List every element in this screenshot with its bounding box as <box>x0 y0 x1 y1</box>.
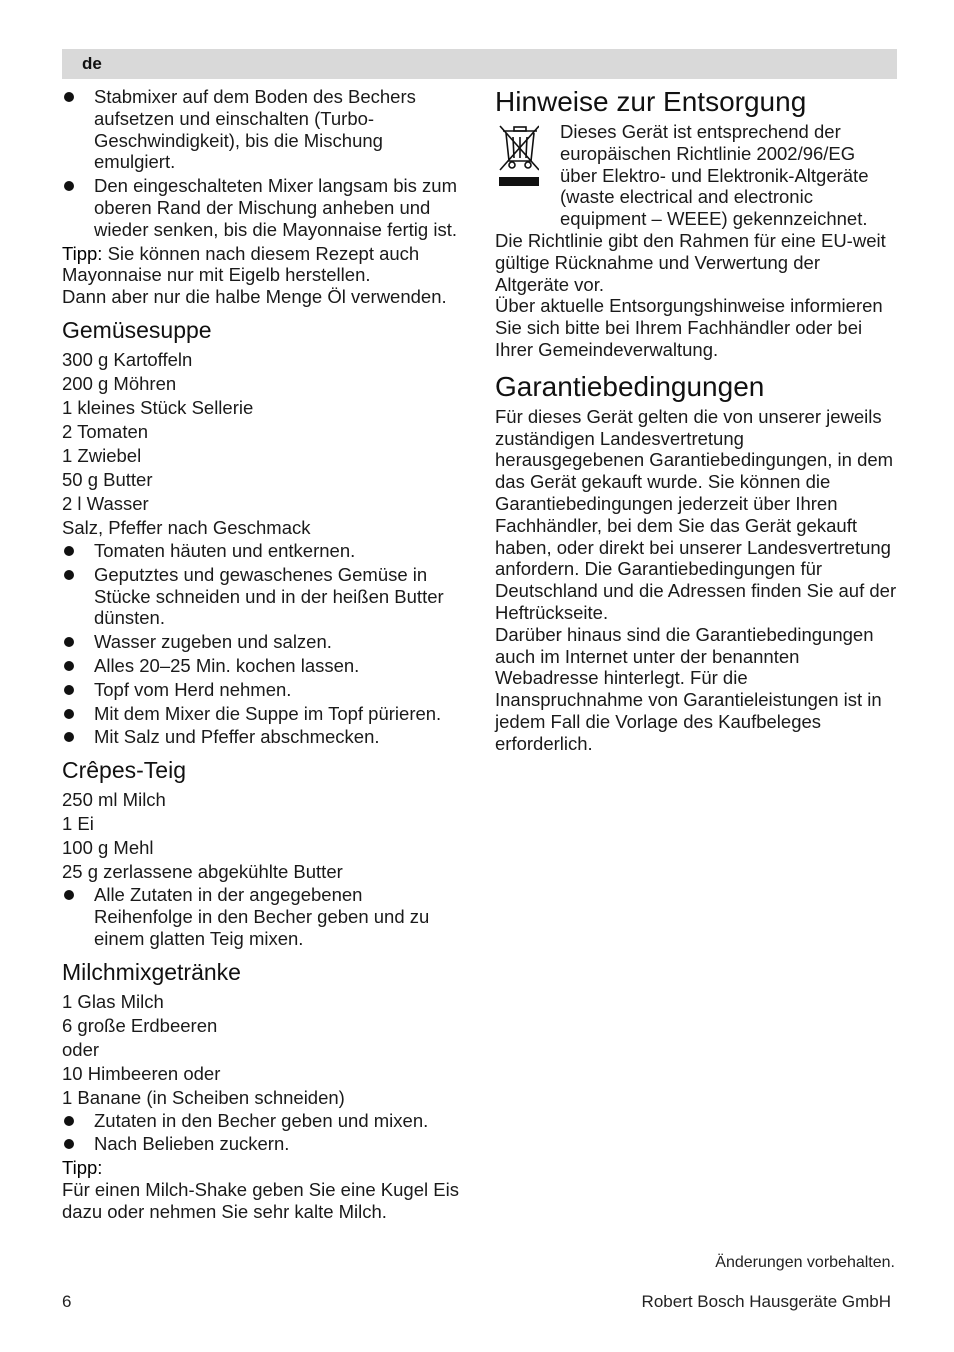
left-column <box>62 86 462 1223</box>
ingredient-line: Salz, Pfeffer nach Geschmack <box>62 516 311 538</box>
crepes-heading: Crêpes-Teig <box>62 757 186 784</box>
soup-ingredients <box>62 348 462 540</box>
list-item: Stabmixer auf dem Boden des Bechers aufsetzen und einschalten (Turbo-Geschwindigkeit), bis die Mischung emulgiert. <box>62 86 462 173</box>
ingredient-line: 2 Tomaten <box>62 420 149 442</box>
ingredient-line: 1 Zwiebel <box>62 444 142 466</box>
list-item: Mit dem Mixer die Suppe im Topf pürieren. <box>62 703 462 725</box>
list-item: Den eingeschalteten Mixer langsam bis zum oberen Rand der Mischung anheben und wieder senken, bis die Mayonnaise fertig ist. <box>62 175 462 240</box>
footer-note: Änderungen vorbehalten. <box>715 1254 895 1271</box>
ingredient-line: 250 ml Milch <box>62 789 166 811</box>
tip-label: Tipp: <box>62 242 103 264</box>
company-name: Robert Bosch Hausgeräte GmbH <box>641 1292 891 1311</box>
soup-steps-list <box>62 540 462 748</box>
ingredient-line: 1 kleines Stück Sellerie <box>62 396 254 418</box>
ingredient-line: 50 g Butter <box>62 468 153 490</box>
shakes-tip-text: Für einen Milch-Shake geben Sie eine Kugel Eis dazu oder nehmen Sie sehr kalte Milch. <box>62 1178 459 1222</box>
crepes-ingredients <box>62 788 462 884</box>
ingredient-line: 1 Banane (in Scheiben schneiden) <box>62 1086 345 1108</box>
crepes-steps-list <box>62 884 462 949</box>
ingredient-line: 1 Ei <box>62 813 94 835</box>
warranty-paragraph-1: Für dieses Gerät gelten die von unserer jeweils zuständigen Landesvertretung herausgegebenen Garantiebedingungen, in dem das Gerät gekauft wurde. Sie können die Garantiebedingungen jederzeit über Ihren Fachhändler, bei dem Sie das Gerät gekauft haben, oder direkt bei unserer Landesvertretung anfordern. Die Garantiebedingungen für Deutschland und die Adressen finden Sie auf der Heftrückseite. <box>495 405 897 623</box>
ingredient-line: oder <box>62 1038 100 1060</box>
ingredient-line: 100 g Mehl <box>62 837 154 859</box>
ingredient-line: 200 g Möhren <box>62 372 177 394</box>
ingredient-line: 25 g zerlassene abgekühlte Butter <box>62 861 343 883</box>
shakes-steps-list <box>62 1110 462 1156</box>
shakes-heading: Milchmixgetränke <box>62 958 241 985</box>
soup-heading: Gemüsesuppe <box>62 316 212 343</box>
mayo-tip-continued: Dann aber nur die halbe Menge Öl verwenden. <box>62 286 447 308</box>
disposal-paragraph-1: Die Richtlinie gibt den Rahmen für eine EU-weit gültige Rücknahme und Verwertung der Altgeräte vor. <box>495 229 886 295</box>
shakes-tip-label: Tipp: <box>62 1157 103 1179</box>
list-item: Tomaten häuten und entkernen. <box>62 540 462 562</box>
list-item: Topf vom Herd nehmen. <box>62 679 462 701</box>
list-item: Alles 20–25 Min. kochen lassen. <box>62 655 462 677</box>
crossed-out-wheelie-bin-icon <box>499 125 539 205</box>
language-code: de <box>82 54 102 73</box>
list-item: Nach Belieben zuckern. <box>62 1133 462 1155</box>
ingredient-line: 1 Glas Milch <box>62 990 164 1012</box>
shakes-ingredients <box>62 990 462 1110</box>
language-header-bar <box>62 49 897 79</box>
list-item: Zutaten in den Becher geben und mixen. <box>62 1110 462 1132</box>
mayo-tip <box>62 243 462 287</box>
disposal-heading: Hinweise zur Entsorgung <box>495 86 807 117</box>
mayo-steps-list <box>62 86 462 241</box>
list-item: Wasser zugeben und salzen. <box>62 631 462 653</box>
ingredient-line: 300 g Kartoffeln <box>62 348 193 370</box>
disposal-paragraph-2: Über aktuelle Entsorgungshinweise informieren Sie sich bitte bei Ihrem Fachhändler oder bei Ihrer Gemeindeverwaltung. <box>495 295 883 360</box>
warranty-paragraph-2: Darüber hinaus sind die Garantiebedingungen auch im Internet unter der benannten Webadresse hinterlegt. Für die Inanspruchnahme von Garantieleistungen ist in jedem Fall die Vorlage des Kaufbeleges erforderlich. <box>495 623 882 754</box>
warranty-heading: Garantiebedingungen <box>495 370 765 402</box>
weee-block <box>495 121 897 230</box>
ingredient-line: 10 Himbeeren oder <box>62 1062 221 1084</box>
list-item: Alle Zutaten in der angegebenen Reihenfolge in den Becher geben und zu einem glatten Teig mixen. <box>62 884 462 949</box>
list-item: Mit Salz und Pfeffer abschmecken. <box>62 726 462 748</box>
right-column <box>495 86 897 755</box>
tip-text: Sie können nach diesem Rezept auch Mayonnaise nur mit Eigelb herstellen. <box>62 242 420 286</box>
ingredient-line: 2 l Wasser <box>62 492 149 514</box>
page-number: 6 <box>62 1292 72 1311</box>
ingredient-line: 6 große Erdbeeren <box>62 1014 218 1036</box>
weee-text: Dieses Gerät ist entsprechend der europäischen Richtlinie 2002/96/EG über Elektro- und Elektronik-Altgeräte (waste electrical and electronic equipment – WEEE) gekennzeichnet. <box>560 121 869 230</box>
list-item: Geputztes und gewaschenes Gemüse in Stücke schneiden und in der heißen Butter dünsten. <box>62 564 462 629</box>
